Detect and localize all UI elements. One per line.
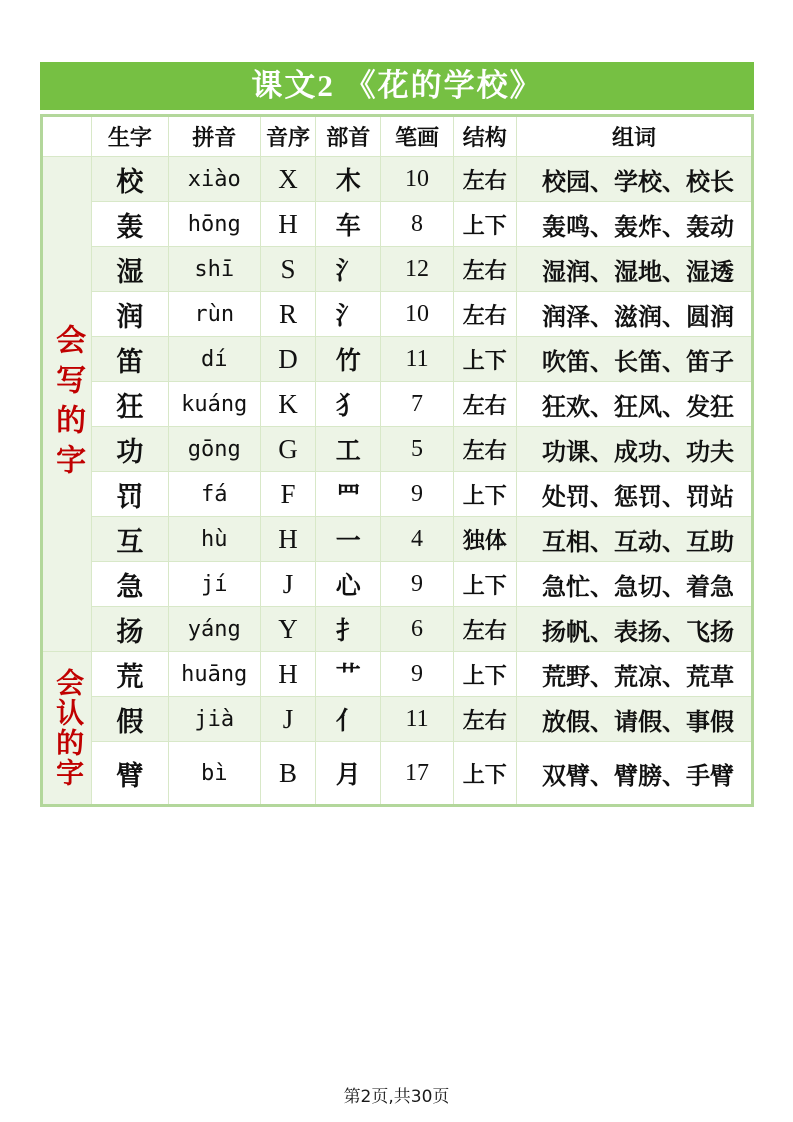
structure-cell: 上下	[453, 472, 516, 517]
radical-cell: 罒	[316, 472, 381, 517]
words-cell: 双臂、臂膀、手臂	[516, 742, 752, 806]
strokes-cell: 6	[381, 607, 453, 652]
radical-cell: 竹	[316, 337, 381, 382]
strokes-cell: 10	[381, 292, 453, 337]
radical-cell: 车	[316, 202, 381, 247]
pinyin-cell: dí	[168, 337, 260, 382]
strokes-cell: 7	[381, 382, 453, 427]
header-char: 生字	[92, 116, 168, 157]
vocab-sheet	[40, 62, 754, 807]
char-cell: 假	[92, 697, 168, 742]
pinyin-cell: hù	[168, 517, 260, 562]
strokes-cell: 9	[381, 562, 453, 607]
initial-cell: X	[260, 157, 315, 202]
words-cell: 润泽、滋润、圆润	[516, 292, 752, 337]
page-number: 第2页,共30页	[343, 1087, 450, 1107]
strokes-cell: 11	[381, 337, 453, 382]
pinyin-cell: jí	[168, 562, 260, 607]
pinyin-cell: kuáng	[168, 382, 260, 427]
radical-cell: 工	[316, 427, 381, 472]
strokes-cell: 4	[381, 517, 453, 562]
radical-cell: 亻	[316, 697, 381, 742]
initial-cell: S	[260, 247, 315, 292]
structure-cell: 上下	[453, 337, 516, 382]
pinyin-cell: xiào	[168, 157, 260, 202]
words-cell: 互相、互动、互助	[516, 517, 752, 562]
initial-cell: H	[260, 202, 315, 247]
table-row	[42, 742, 753, 806]
initial-cell: J	[260, 697, 315, 742]
initial-cell: K	[260, 382, 315, 427]
initial-cell: Y	[260, 607, 315, 652]
words-cell: 轰鸣、轰炸、轰动	[516, 202, 752, 247]
radical-cell: 月	[316, 742, 381, 806]
char-cell: 互	[92, 517, 168, 562]
char-cell: 功	[92, 427, 168, 472]
structure-cell: 左右	[453, 382, 516, 427]
table-row	[42, 517, 753, 562]
pinyin-cell: yáng	[168, 607, 260, 652]
table-row	[42, 337, 753, 382]
words-cell: 狂欢、狂风、发狂	[516, 382, 752, 427]
char-cell: 狂	[92, 382, 168, 427]
pinyin-cell: shī	[168, 247, 260, 292]
pinyin-cell: huāng	[168, 652, 260, 697]
words-cell: 功课、成功、功夫	[516, 427, 752, 472]
words-cell: 处罚、惩罚、罚站	[516, 472, 752, 517]
radical-cell: 木	[316, 157, 381, 202]
char-cell: 急	[92, 562, 168, 607]
char-cell: 扬	[92, 607, 168, 652]
strokes-cell: 5	[381, 427, 453, 472]
structure-cell: 左右	[453, 292, 516, 337]
initial-cell: H	[260, 652, 315, 697]
initial-cell: G	[260, 427, 315, 472]
strokes-cell: 17	[381, 742, 453, 806]
char-cell: 笛	[92, 337, 168, 382]
char-cell: 罚	[92, 472, 168, 517]
words-cell: 吹笛、长笛、笛子	[516, 337, 752, 382]
initial-cell: B	[260, 742, 315, 806]
pinyin-cell: hōng	[168, 202, 260, 247]
radical-cell: 犭	[316, 382, 381, 427]
initial-cell: J	[260, 562, 315, 607]
header-pinyin: 拼音	[168, 116, 260, 157]
vocab-table	[40, 114, 754, 807]
table-row	[42, 607, 753, 652]
header-strokes: 笔画	[381, 116, 453, 157]
structure-cell: 左右	[453, 697, 516, 742]
words-cell: 荒野、荒凉、荒草	[516, 652, 752, 697]
table-row	[42, 157, 753, 202]
strokes-cell: 9	[381, 652, 453, 697]
lesson-title: 课文2 《花的学校》	[40, 62, 754, 110]
char-cell: 校	[92, 157, 168, 202]
radical-cell: 扌	[316, 607, 381, 652]
char-cell: 臂	[92, 742, 168, 806]
table-row	[42, 652, 753, 697]
strokes-cell: 10	[381, 157, 453, 202]
initial-cell: R	[260, 292, 315, 337]
words-cell: 湿润、湿地、湿透	[516, 247, 752, 292]
structure-cell: 左右	[453, 157, 516, 202]
table-row	[42, 562, 753, 607]
structure-cell: 上下	[453, 202, 516, 247]
table-row	[42, 382, 753, 427]
structure-cell: 上下	[453, 652, 516, 697]
structure-cell: 上下	[453, 742, 516, 806]
radical-cell: 氵	[316, 247, 381, 292]
words-cell: 校园、学校、校长	[516, 157, 752, 202]
strokes-cell: 8	[381, 202, 453, 247]
pinyin-cell: gōng	[168, 427, 260, 472]
table-row	[42, 292, 753, 337]
char-cell: 轰	[92, 202, 168, 247]
table-header	[42, 116, 753, 157]
structure-cell: 上下	[453, 562, 516, 607]
table-row	[42, 427, 753, 472]
strokes-cell: 11	[381, 697, 453, 742]
words-cell: 扬帆、表扬、飞扬	[516, 607, 752, 652]
pinyin-cell: rùn	[168, 292, 260, 337]
strokes-cell: 12	[381, 247, 453, 292]
table-row	[42, 202, 753, 247]
structure-cell: 左右	[453, 247, 516, 292]
header-structure: 结构	[453, 116, 516, 157]
header-initial: 音序	[260, 116, 315, 157]
header-row	[42, 116, 753, 157]
radical-cell: 一	[316, 517, 381, 562]
strokes-cell: 9	[381, 472, 453, 517]
table-row	[42, 472, 753, 517]
header-radical: 部首	[316, 116, 381, 157]
radical-cell: 心	[316, 562, 381, 607]
table-row	[42, 247, 753, 292]
section-label-write	[42, 157, 92, 652]
section-label-recognize	[42, 652, 92, 806]
pinyin-cell: bì	[168, 742, 260, 806]
char-cell: 荒	[92, 652, 168, 697]
char-cell: 润	[92, 292, 168, 337]
char-cell: 湿	[92, 247, 168, 292]
initial-cell: D	[260, 337, 315, 382]
words-cell: 急忙、急切、着急	[516, 562, 752, 607]
pinyin-cell: fá	[168, 472, 260, 517]
initial-cell: F	[260, 472, 315, 517]
table-row	[42, 697, 753, 742]
structure-cell: 独体	[453, 517, 516, 562]
header-words: 组词	[516, 116, 752, 157]
structure-cell: 左右	[453, 427, 516, 472]
words-cell: 放假、请假、事假	[516, 697, 752, 742]
radical-cell: 艹	[316, 652, 381, 697]
structure-cell: 左右	[453, 607, 516, 652]
pinyin-cell: jià	[168, 697, 260, 742]
section-label-text: 会写的字	[51, 324, 85, 484]
initial-cell: H	[260, 517, 315, 562]
radical-cell: 氵	[316, 292, 381, 337]
section-label-text: 会认的字	[52, 668, 84, 788]
header-corner-cell	[42, 116, 92, 157]
